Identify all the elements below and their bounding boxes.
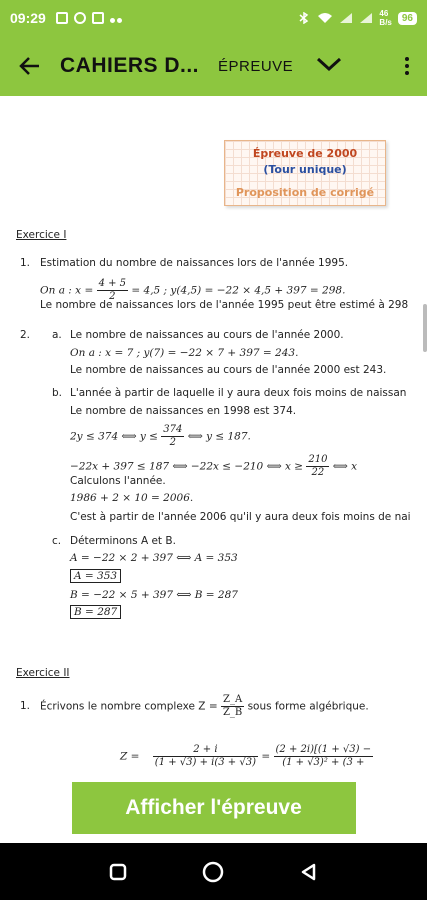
stamp-note: Proposition de corrigé bbox=[235, 186, 375, 199]
q2c-line2: A = −22 × 2 + 397 ⟺ A = 353 bbox=[70, 552, 238, 564]
nav-back-button[interactable] bbox=[289, 852, 329, 892]
stamp-title: Épreuve de 2000 bbox=[252, 147, 358, 160]
home-button[interactable] bbox=[193, 852, 233, 892]
q2-number: 2. bbox=[20, 329, 31, 341]
q2c-result-a: A = 353 bbox=[70, 569, 121, 583]
more-notifications-icon bbox=[110, 10, 124, 26]
q2b-line5: Calculons l'année. bbox=[70, 475, 166, 487]
show-exam-button[interactable]: Afficher l'épreuve bbox=[72, 782, 356, 834]
page-title: CAHIERS D... bbox=[60, 54, 200, 77]
system-icons bbox=[297, 9, 417, 27]
scrollbar[interactable] bbox=[423, 304, 427, 352]
q2a-label: a. bbox=[52, 329, 62, 341]
system-nav-bar bbox=[0, 843, 427, 900]
home-icon bbox=[201, 860, 225, 884]
exercise-1-title: Exercice I bbox=[16, 229, 67, 241]
whatsapp-icon bbox=[74, 12, 86, 24]
q2b-inequality-1: 2y ≤ 374 ⟺ y ≤ $\frac{374}{2}$ ⟺ y ≤ 187. bbox=[70, 424, 251, 448]
signal-icon-2 bbox=[359, 12, 373, 24]
q2a-text: Le nombre de naissances au cours de l'année 2000. bbox=[70, 329, 344, 341]
image-icon bbox=[92, 12, 104, 24]
status-time: 09:29 bbox=[10, 10, 46, 26]
q2c-text: Déterminons A et B. bbox=[70, 535, 176, 547]
overflow-menu-button[interactable] bbox=[387, 57, 427, 75]
stamp-subtitle: (Tour unique) bbox=[263, 163, 347, 176]
q2c-line4: B = −22 × 5 + 397 ⟺ B = 287 bbox=[70, 589, 238, 601]
arrow-left-icon bbox=[19, 55, 41, 77]
status-bar bbox=[0, 0, 427, 36]
q2b-conclusion: C'est à partir de l'année 2006 qu'il y aura deux fois moins de nai bbox=[70, 511, 411, 523]
bottom-action-bar bbox=[0, 772, 427, 843]
e2q1-text: Écrivons le nombre complexe Z = $\frac{Z\_A}{Z\_B}$ sous forme algébrique. bbox=[40, 694, 369, 718]
exam-stamp bbox=[224, 140, 386, 206]
q2b-text: L'année à partir de laquelle il y aura deux fois moins de naissan bbox=[70, 387, 407, 399]
back-triangle-icon bbox=[299, 862, 319, 882]
chevron-down-icon bbox=[315, 54, 343, 74]
app-bar bbox=[0, 36, 427, 96]
e2-partial-formula: Z = $\frac{2 + i}{(1 + √3) + i(3 + √3)}$ = $\frac{(2 + 2i)[(1 + √3) -}{\text{(1 + √3)² + (3 +}}$ bbox=[120, 744, 372, 768]
signal-icon-1 bbox=[339, 12, 353, 24]
sim-icon bbox=[56, 12, 68, 24]
document-view[interactable] bbox=[0, 96, 427, 772]
q2b-line2: Le nombre de naissances en 1998 est 374. bbox=[70, 405, 297, 417]
q2b-inequality-2: −22x + 397 ≤ 187 ⟺ −22x ≤ −210 ⟺ x ≥ $\frac{210}{22}$ ⟺ x bbox=[70, 454, 358, 478]
q1-number: 1. bbox=[20, 257, 31, 269]
back-button[interactable] bbox=[0, 36, 60, 96]
wifi-icon bbox=[317, 12, 333, 24]
q2c-result-b: B = 287 bbox=[70, 605, 121, 619]
q2b-label: b. bbox=[52, 387, 63, 399]
q2a-formula: On a : x = 7 ; y(7) = −22 × 7 + 397 = 243. bbox=[70, 347, 299, 359]
q1-formula: On a : x = $\frac{4 + 5}{2}$ = 4,5 ; y(4,5) = −22 × 4,5 + 397 = 298. bbox=[40, 278, 346, 302]
battery-icon: 96 bbox=[398, 12, 417, 25]
q2c-label: c. bbox=[52, 535, 62, 547]
bluetooth-icon bbox=[297, 12, 311, 24]
recent-apps-icon bbox=[108, 862, 128, 882]
network-speed: 46 B/s bbox=[379, 9, 392, 27]
q1-conclusion: Le nombre de naissances lors de l'année 1995 peut être estimé à 298 bbox=[40, 299, 409, 311]
tab-epreuve[interactable]: ÉPREUVE bbox=[218, 57, 294, 75]
e2q1-number: 1. bbox=[20, 700, 31, 712]
q2b-line6: 1986 + 2 × 10 = 2006. bbox=[70, 492, 194, 504]
q2a-conclusion: Le nombre de naissances au cours de l'année 2000 est 243. bbox=[70, 364, 387, 376]
recent-apps-button[interactable] bbox=[98, 852, 138, 892]
q1-text: Estimation du nombre de naissances lors de l'année 1995. bbox=[40, 257, 349, 269]
exercise-2-title: Exercice II bbox=[16, 667, 70, 679]
notification-icons bbox=[56, 10, 124, 26]
dropdown-button[interactable] bbox=[315, 54, 343, 79]
